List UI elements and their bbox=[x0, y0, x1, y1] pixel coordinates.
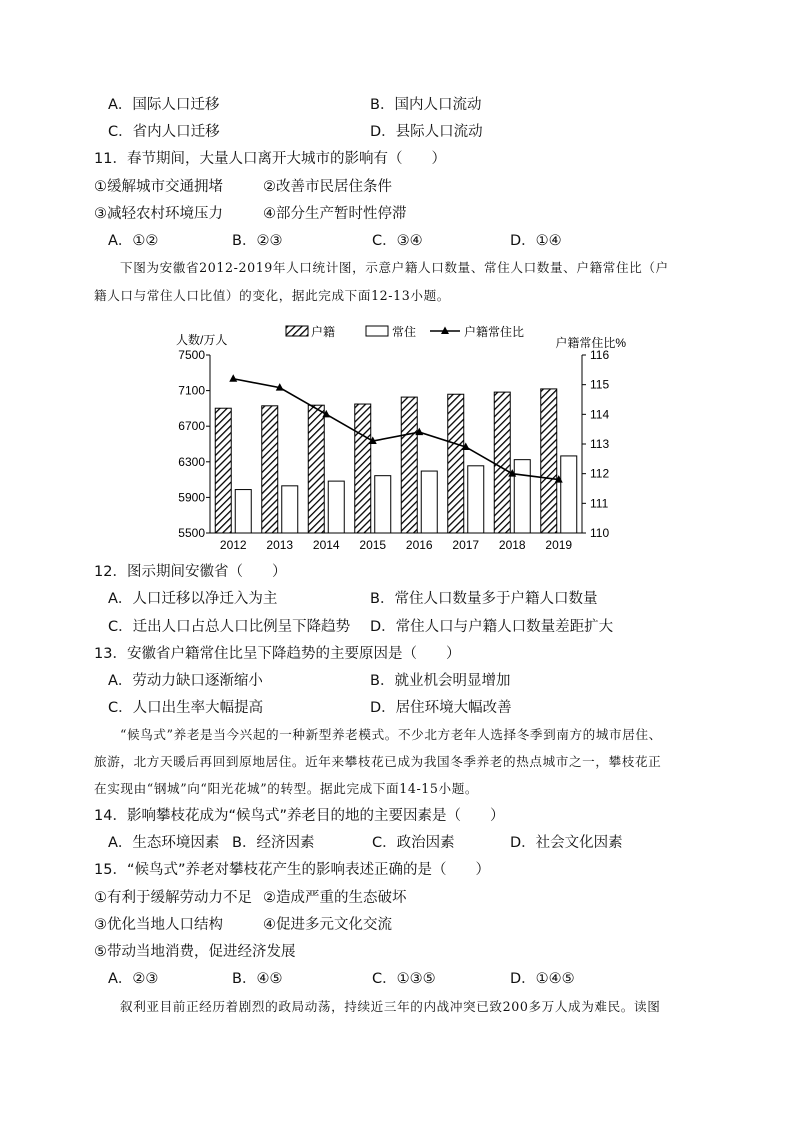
option-b: B．国内人口流动 bbox=[370, 97, 482, 113]
x-tick-label: 2017 bbox=[452, 538, 480, 552]
legend-label-registered: 户籍 bbox=[311, 325, 336, 339]
x-tick-label: 2014 bbox=[312, 538, 340, 552]
right-tick-label: 116 bbox=[590, 348, 610, 362]
passage-2-line-3: 在实现由“钢城”向“阳光花城”的转型。据此完成下面14-15小题。 bbox=[94, 781, 479, 796]
right-tick-label: 110 bbox=[590, 526, 610, 540]
x-tick-label: 2019 bbox=[545, 538, 573, 552]
q12-option-a: A．人口迁移以净迁入为主 bbox=[108, 591, 278, 607]
passage-1-line-1: 下图为安徽省2012-2019年人口统计图，示意户籍人口数量、常住人口数量、户籍常住比（户 bbox=[120, 260, 669, 275]
bar-registered bbox=[448, 394, 464, 533]
right-tick-label: 113 bbox=[590, 437, 610, 451]
bar-resident bbox=[375, 476, 391, 533]
x-tick-label: 2012 bbox=[219, 538, 247, 552]
q11-option-a: A．①② bbox=[108, 233, 159, 249]
q12-option-d: D．常住人口与户籍人口数量差距扩大 bbox=[370, 619, 614, 635]
option-c: C．省内人口迁移 bbox=[108, 124, 220, 140]
q11-option-b: B．②③ bbox=[232, 233, 283, 249]
q13-option-a: A．劳动力缺口逐渐缩小 bbox=[108, 673, 263, 689]
q15-option-b: B．④⑤ bbox=[232, 971, 283, 987]
right-tick-label: 111 bbox=[590, 496, 609, 511]
q15-option-c: C．①③⑤ bbox=[372, 971, 436, 987]
bar-resident bbox=[514, 460, 530, 533]
legend-label-ratio: 户籍常住比 bbox=[464, 325, 525, 339]
q15-option-a: A．②③ bbox=[108, 971, 159, 987]
bar-resident bbox=[468, 466, 484, 533]
population-chart-svg bbox=[168, 318, 628, 558]
bar-registered bbox=[401, 397, 417, 533]
q11-item-3: ③减轻农村环境压力 bbox=[94, 206, 223, 222]
x-tick-label: 2018 bbox=[498, 538, 526, 552]
q14-option-c: C．政治因素 bbox=[372, 835, 455, 851]
q12-stem: 12．图示期间安徽省（ ） bbox=[94, 564, 287, 580]
legend-swatch-registered bbox=[286, 326, 308, 336]
q15-item-2: ②造成严重的生态破坏 bbox=[263, 890, 407, 906]
q13-option-b: B．就业机会明显增加 bbox=[370, 673, 511, 689]
left-axis-title: 人数/万人 bbox=[176, 333, 228, 347]
legend-swatch-resident bbox=[366, 326, 388, 336]
passage-2-line-2: 旅游，北方天暖后再回到原地居住。近年来攀枝花已成为我国冬季养老的热点城市之一，攀枝花正 bbox=[94, 754, 662, 769]
q13-option-c: C．人口出生率大幅提高 bbox=[108, 700, 264, 716]
q15-item-4: ④促进多元文化交流 bbox=[263, 917, 392, 933]
q14-option-a: A．生态环境因素 bbox=[108, 835, 220, 851]
bar-registered bbox=[262, 406, 278, 533]
q12-option-c: C．迁出人口占总人口比例呈下降趋势 bbox=[108, 619, 351, 635]
ratio-point bbox=[229, 374, 237, 382]
right-tick-label: 112 bbox=[590, 466, 610, 481]
q15-option-d: D．①④⑤ bbox=[510, 971, 575, 987]
x-tick-label: 2013 bbox=[266, 538, 294, 552]
x-tick-label: 2016 bbox=[405, 538, 433, 552]
q15-item-3: ③优化当地人口结构 bbox=[94, 917, 223, 933]
q11-stem: 11．春节期间，大量人口离开大城市的影响有（ ） bbox=[94, 151, 446, 167]
right-axis-title: 户籍常住比% bbox=[555, 336, 626, 350]
left-tick-label: 5500 bbox=[178, 526, 205, 540]
q14-option-d: D．社会文化因素 bbox=[510, 835, 623, 851]
bar-registered bbox=[308, 405, 324, 533]
population-chart bbox=[168, 318, 628, 558]
left-tick-label: 7500 bbox=[178, 348, 205, 362]
legend-label-resident: 常住 bbox=[392, 325, 417, 339]
q11-item-4: ④部分生产暂时性停滞 bbox=[263, 206, 407, 222]
left-tick-label: 6300 bbox=[178, 454, 205, 469]
left-tick-label: 5900 bbox=[178, 490, 205, 505]
x-tick-label: 2015 bbox=[359, 538, 387, 552]
q11-option-c: C．③④ bbox=[372, 233, 423, 249]
bar-resident bbox=[421, 471, 437, 533]
bar-registered bbox=[541, 389, 557, 533]
q12-option-b: B．常住人口数量多于户籍人口数量 bbox=[370, 591, 598, 607]
q11-option-d: D．①④ bbox=[510, 233, 562, 249]
bar-resident bbox=[328, 481, 344, 533]
bar-registered bbox=[494, 392, 510, 533]
q14-option-b: B．经济因素 bbox=[232, 835, 315, 851]
q15-stem: 15．“候鸟式”养老对攀枝花产生的影响表述正确的是（ ） bbox=[94, 862, 490, 878]
right-tick-label: 114 bbox=[590, 407, 610, 422]
q13-stem: 13．安徽省户籍常住比呈下降趋势的主要原因是（ ） bbox=[94, 646, 461, 662]
q11-item-1: ①缓解城市交通拥堵 bbox=[94, 179, 223, 195]
passage-3-line-1: 叙利亚目前正经历着剧烈的政局动荡，持续近三年的内战冲突已致200多万人成为难民。读图 bbox=[120, 999, 661, 1014]
q11-item-2: ②改善市民居住条件 bbox=[263, 179, 392, 195]
left-tick-label: 7100 bbox=[178, 383, 205, 398]
option-a: A．国际人口迁移 bbox=[108, 97, 220, 113]
q14-stem: 14．影响攀枝花成为“候鸟式”养老目的地的主要因素是（ ） bbox=[94, 808, 505, 824]
bar-resident bbox=[561, 456, 577, 533]
option-d: D．县际人口流动 bbox=[370, 124, 483, 140]
bar-resident bbox=[282, 486, 298, 533]
q15-item-5: ⑤带动当地消费，促进经济发展 bbox=[94, 944, 296, 960]
bar-resident bbox=[235, 490, 251, 533]
left-tick-label: 6700 bbox=[178, 419, 205, 434]
q13-option-d: D．居住环境大幅改善 bbox=[370, 700, 512, 716]
q15-item-1: ①有利于缓解劳动力不足 bbox=[94, 890, 252, 906]
bar-registered bbox=[215, 408, 231, 533]
passage-2-line-1: “候鸟式”养老是当今兴起的一种新型养老模式。不少北方老年人选择冬季到南方的城市居住、 bbox=[120, 727, 662, 742]
bar-registered bbox=[355, 404, 371, 533]
right-tick-label: 115 bbox=[590, 377, 610, 392]
passage-1-line-2: 籍人口与常住人口比值）的变化，据此完成下面12-13小题。 bbox=[94, 288, 450, 303]
